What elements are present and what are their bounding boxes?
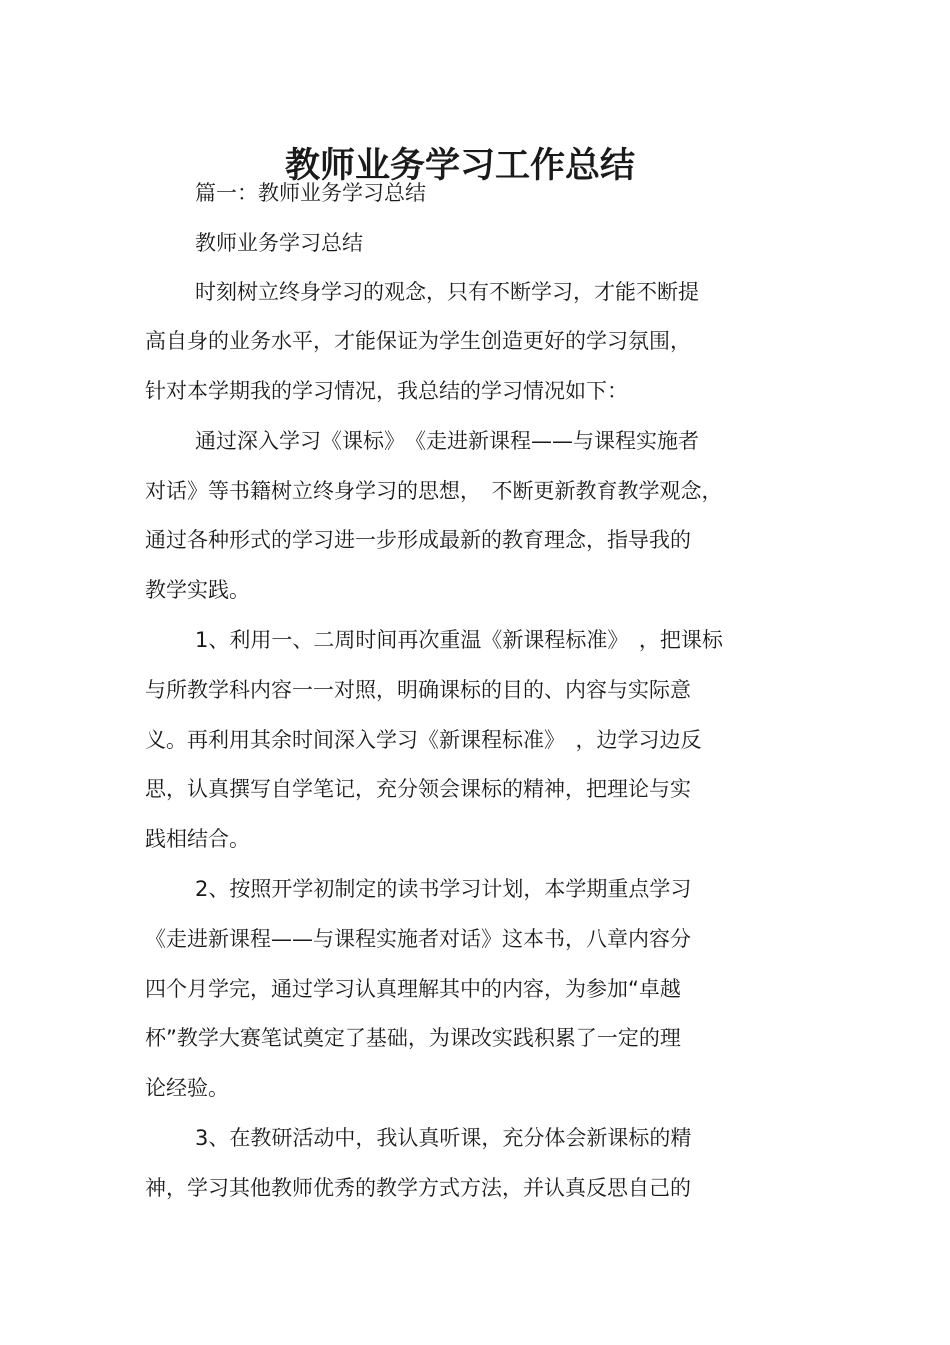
- body-line: 杯”教学大赛笔试奠定了基础，为课改实践积累了一定的理: [145, 1026, 681, 1050]
- chapter-heading: 篇一：教师业务学习总结: [195, 181, 426, 205]
- body-line: 与所教学科内容一一对照，明确课标的目的、内容与实际意: [145, 678, 691, 702]
- body-line: 1、利用一、二周时间再次重温《新课程标准》 ，把课标: [195, 628, 723, 652]
- body-line: 论经验。: [145, 1076, 229, 1100]
- body-line: 针对本学期我的学习情况，我总结的学习情况如下：: [145, 379, 628, 403]
- body-line: 对话》等书籍树立终身学习的思想， 不断更新教育教学观念，: [145, 479, 723, 503]
- body-line: 神，学习其他教师优秀的教学方式方法，并认真反思自己的: [145, 1176, 691, 1200]
- body-line: 践相结合。: [145, 827, 250, 851]
- body-line: 思，认真撰写自学笔记，充分领会课标的精神，把理论与实: [145, 777, 691, 801]
- body-line: 《走进新课程——与课程实施者对话》这本书，八章内容分: [145, 927, 691, 951]
- body-line: 教学实践。: [145, 578, 250, 602]
- body-line: 通过深入学习《课标》 《走进新课程——与课程实施者: [195, 429, 699, 453]
- document-title: 教师业务学习工作总结: [284, 146, 635, 187]
- body-line: 时刻树立终身学习的观念，只有不断学习，才能不断提: [195, 280, 699, 304]
- body-line: 通过各种形式的学习进一步形成最新的教育理念，指导我的: [145, 528, 691, 552]
- body-line: 3、在教研活动中，我认真听课，充分体会新课标的精: [195, 1126, 692, 1150]
- section-heading: 教师业务学习总结: [195, 231, 363, 255]
- body-line: 高自身的业务水平，才能保证为学生创造更好的学习氛围，: [145, 329, 691, 353]
- body-line: 2、按照开学初制定的读书学习计划，本学期重点学习: [195, 877, 692, 901]
- body-line: 义。再利用其余时间深入学习《新课程标准》 ，边学习边反: [145, 728, 702, 752]
- body-line: 四个月学完，通过学习认真理解其中的内容，为参加“卓越: [145, 977, 681, 1001]
